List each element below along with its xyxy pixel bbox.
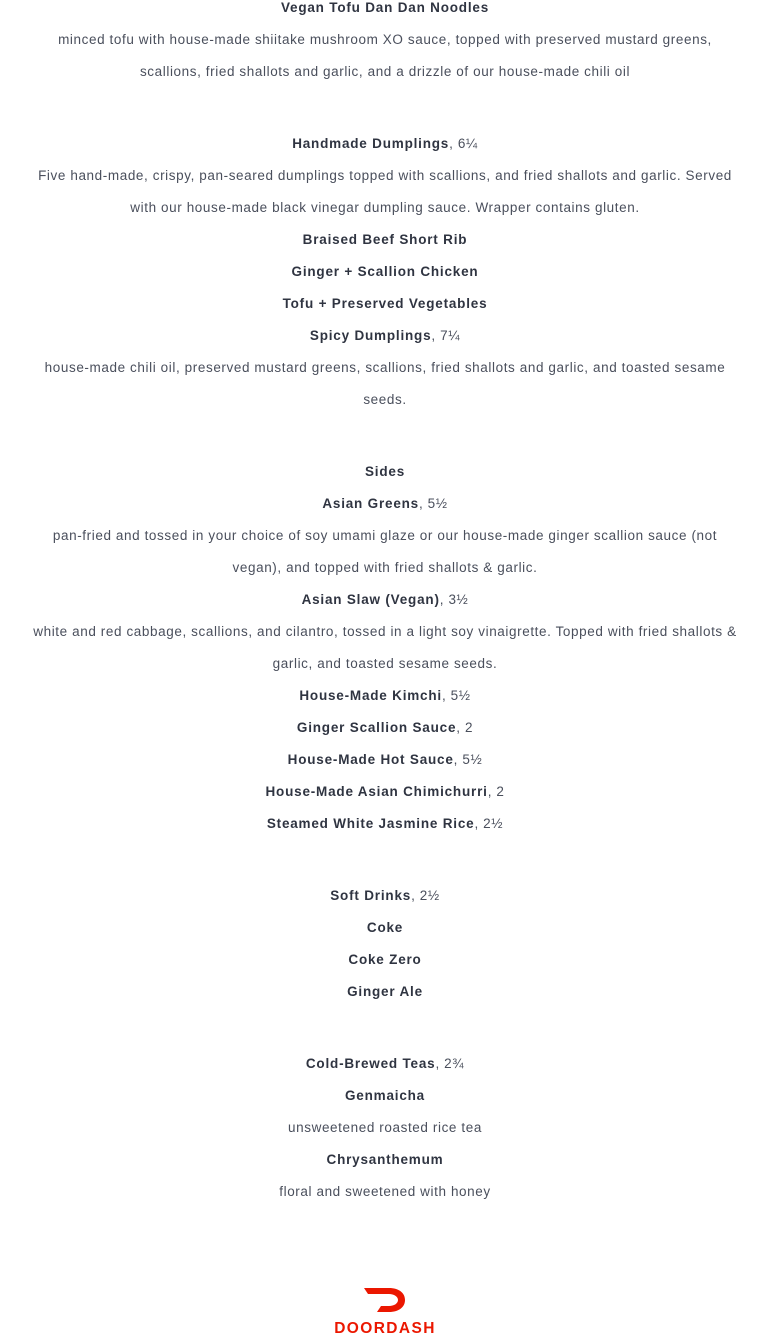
- option-name: Chrysanthemum: [326, 1152, 444, 1167]
- drink-option: [0, 912, 770, 944]
- item-price: , 7¼: [431, 328, 461, 343]
- doordash-wordmark: DOORDASH: [334, 1320, 436, 1337]
- tea-option: [0, 1144, 770, 1176]
- option-name: Braised Beef Short Rib: [302, 232, 468, 247]
- item-name: Spicy Dumplings: [309, 328, 432, 343]
- menu-item-dumplings: [0, 128, 770, 160]
- item-description: with our house-made black vinegar dumpling sauce. Wrapper contains gluten.: [130, 200, 640, 215]
- menu-item-asian-greens: [0, 488, 770, 520]
- item-description: house-made chili oil, preserved mustard greens, scallions, fried shallots and garlic, and toasted sesame: [44, 360, 726, 375]
- tea-option: [0, 1080, 770, 1112]
- section-spacer: [0, 840, 770, 880]
- option-name: Ginger + Scallion Chicken: [291, 264, 479, 279]
- menu-item-hot-sauce: [0, 744, 770, 776]
- item-description: scallions, fried shallots and garlic, and a drizzle of our house-made chili oil: [139, 64, 631, 79]
- doordash-link[interactable]: [0, 1285, 770, 1338]
- item-description: floral and sweetened with honey: [279, 1184, 491, 1199]
- item-price: , 5½: [441, 688, 471, 703]
- item-description: white and red cabbage, scallions, and cilantro, tossed in a light soy vinaigrette. Topped with fried shallots &: [33, 624, 737, 639]
- menu-item-soft-drinks: [0, 880, 770, 912]
- section-heading-sides: [0, 456, 770, 488]
- item-description: Five hand-made, crispy, pan-seared dumplings topped with scallions, and fried shallots and garlic. Served: [38, 168, 732, 183]
- section-spacer: [0, 416, 770, 456]
- option-name: Coke: [366, 920, 404, 935]
- option-name: Tofu + Preserved Vegetables: [282, 296, 488, 311]
- item-name: Vegan Tofu Dan Dan Noodles: [280, 0, 490, 15]
- menu-item-asian-slaw: [0, 584, 770, 616]
- option-name: Ginger Ale: [347, 984, 423, 999]
- item-name: Handmade Dumplings: [292, 136, 450, 151]
- dumpling-option: [0, 224, 770, 256]
- menu-item-spicy-dumplings: [0, 320, 770, 352]
- item-description: seeds.: [363, 392, 407, 407]
- item-description: minced tofu with house-made shiitake mushroom XO sauce, topped with preserved mustard greens,: [58, 32, 712, 47]
- item-name: House-Made Kimchi: [299, 688, 442, 703]
- item-name: Ginger Scallion Sauce: [296, 720, 457, 735]
- drink-option: [0, 944, 770, 976]
- item-price: , 2: [456, 720, 474, 735]
- menu-item-vegan-dan-dan: [0, 0, 770, 24]
- option-name: Genmaicha: [345, 1088, 425, 1103]
- drink-option: [0, 976, 770, 1008]
- item-price: , 2½: [411, 888, 440, 903]
- menu-item-kimchi: [0, 680, 770, 712]
- item-name: Steamed White Jasmine Rice: [266, 816, 475, 831]
- section-spacer: [0, 1008, 770, 1048]
- item-description: unsweetened roasted rice tea: [288, 1120, 482, 1135]
- item-name: Soft Drinks: [330, 888, 412, 903]
- section-spacer: [0, 88, 770, 128]
- option-name: Coke Zero: [348, 952, 422, 967]
- item-description: vegan), and topped with fried shallots & garlic.: [232, 560, 538, 575]
- item-name: Asian Slaw (Vegan): [301, 592, 440, 607]
- item-name: House-Made Asian Chimichurri: [265, 784, 488, 799]
- item-price: , 6¼: [449, 136, 478, 151]
- item-price: , 2: [487, 784, 505, 799]
- item-price: , 5½: [418, 496, 448, 511]
- menu-item-cold-brewed-teas: [0, 1048, 770, 1080]
- item-description: garlic, and toasted sesame seeds.: [272, 656, 498, 671]
- doordash-dash-icon: [362, 1285, 408, 1318]
- item-name: Cold-Brewed Teas: [305, 1056, 436, 1071]
- item-name: Asian Greens: [322, 496, 419, 511]
- item-description: pan-fried and tossed in your choice of soy umami glaze or our house-made ginger scallion sauce (not: [52, 528, 718, 543]
- menu-item-jasmine-rice: [0, 808, 770, 840]
- item-price: , 5½: [453, 752, 483, 767]
- dumpling-option: [0, 288, 770, 320]
- section-heading: Sides: [364, 464, 406, 479]
- item-price: , 2½: [474, 816, 504, 831]
- item-name: House-Made Hot Sauce: [287, 752, 454, 767]
- item-price: , 2¾: [435, 1056, 465, 1071]
- dumpling-option: [0, 256, 770, 288]
- menu-item-ginger-scallion-sauce: [0, 712, 770, 744]
- item-price: , 3½: [439, 592, 469, 607]
- menu-item-chimichurri: [0, 776, 770, 808]
